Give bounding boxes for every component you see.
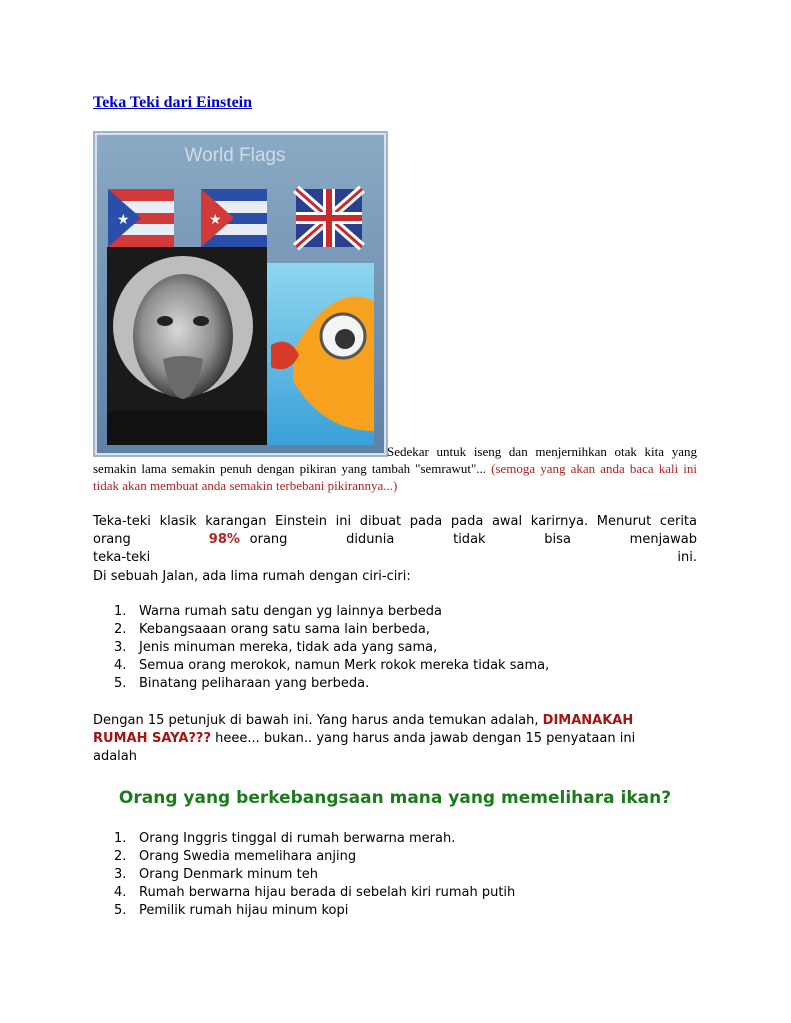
list-item: 2. Orang Swedia memelihara anjing — [114, 849, 357, 864]
svg-text:★: ★ — [117, 212, 130, 228]
puzzle-question-heading: Orang yang berkebangsaan mana yang memelihara ikan? — [118, 788, 672, 808]
paragraph-einstein-history — [93, 513, 697, 567]
instructions-post: heee... bukan.. yang harus anda jawab dengan 15 penyataan ini adalah — [93, 731, 636, 764]
list-item: 5. Pemilik rumah hijau minum kopi — [114, 903, 349, 918]
svg-text:★: ★ — [209, 212, 222, 228]
paragraph-line: Teka-teki klasik karangan Einstein ini dibuat pada pada awal karirnya. Menurut cerita — [93, 514, 697, 529]
list-item: 3. Orang Denmark minum teh — [114, 867, 318, 882]
list-item: 5. Binatang peliharaan yang berbeda. — [114, 676, 370, 691]
intro-text: yang semakin lama semakin penuh dengan pikiran yang tambah "semrawut"... — [93, 444, 697, 476]
percentage-highlight: 98% — [208, 532, 240, 547]
house-traits-list — [93, 603, 549, 693]
einstein-photo — [107, 247, 267, 445]
puerto-rico-flag-icon — [108, 189, 174, 247]
fish-illustration — [267, 263, 374, 445]
instructions-pre: Dengan 15 petunjuk di bawah ini. Yang harus anda temukan adalah, — [93, 713, 539, 728]
list-item: 1. Orang Inggris tinggal di rumah berwarna merah. — [114, 831, 456, 846]
einstein-collage-image — [93, 131, 388, 457]
list-item: 1. Warna rumah satu dengan yg lainnya berbeda — [114, 604, 442, 619]
banner-text: World Flags — [184, 145, 286, 166]
list-item: 2. Kebangsaaan orang satu sama lain berbeda, — [114, 622, 430, 637]
uk-flag-icon — [296, 189, 362, 247]
cuba-flag-icon — [201, 189, 267, 247]
list-item: 3. Jenis minuman mereka, tidak ada yang sama, — [114, 640, 438, 655]
list-item: 4. Rumah berwarna hijau berada di sebelah kiri rumah putih — [114, 885, 516, 900]
intro-lead-text: Sedekar untuk iseng dan menjernihkan otak kita — [387, 444, 665, 459]
instructions-highlight: DIMANAKAH RUMAH SAYA??? — [93, 713, 634, 746]
paragraph-pre: orang — [93, 532, 131, 547]
intro-red-text: (semoga yang akan anda baca kali ini tidak akan membuat anda semakin terbebani pikirannya...) — [93, 461, 697, 493]
paragraph-street: Di sebuah Jalan, ada lima rumah dengan ciri-ciri: — [93, 569, 411, 584]
paragraph-instructions — [93, 712, 663, 766]
intro-paragraph — [93, 443, 697, 494]
paragraph-post: orang didunia tidak bisa menjawab teka-teki ini. — [93, 532, 697, 565]
list-item: 4. Semua orang merokok, namun Merk rokok mereka tidak sama, — [114, 658, 550, 673]
page-title-link[interactable]: Teka Teki dari Einstein — [93, 94, 253, 111]
clues-list — [93, 830, 515, 920]
